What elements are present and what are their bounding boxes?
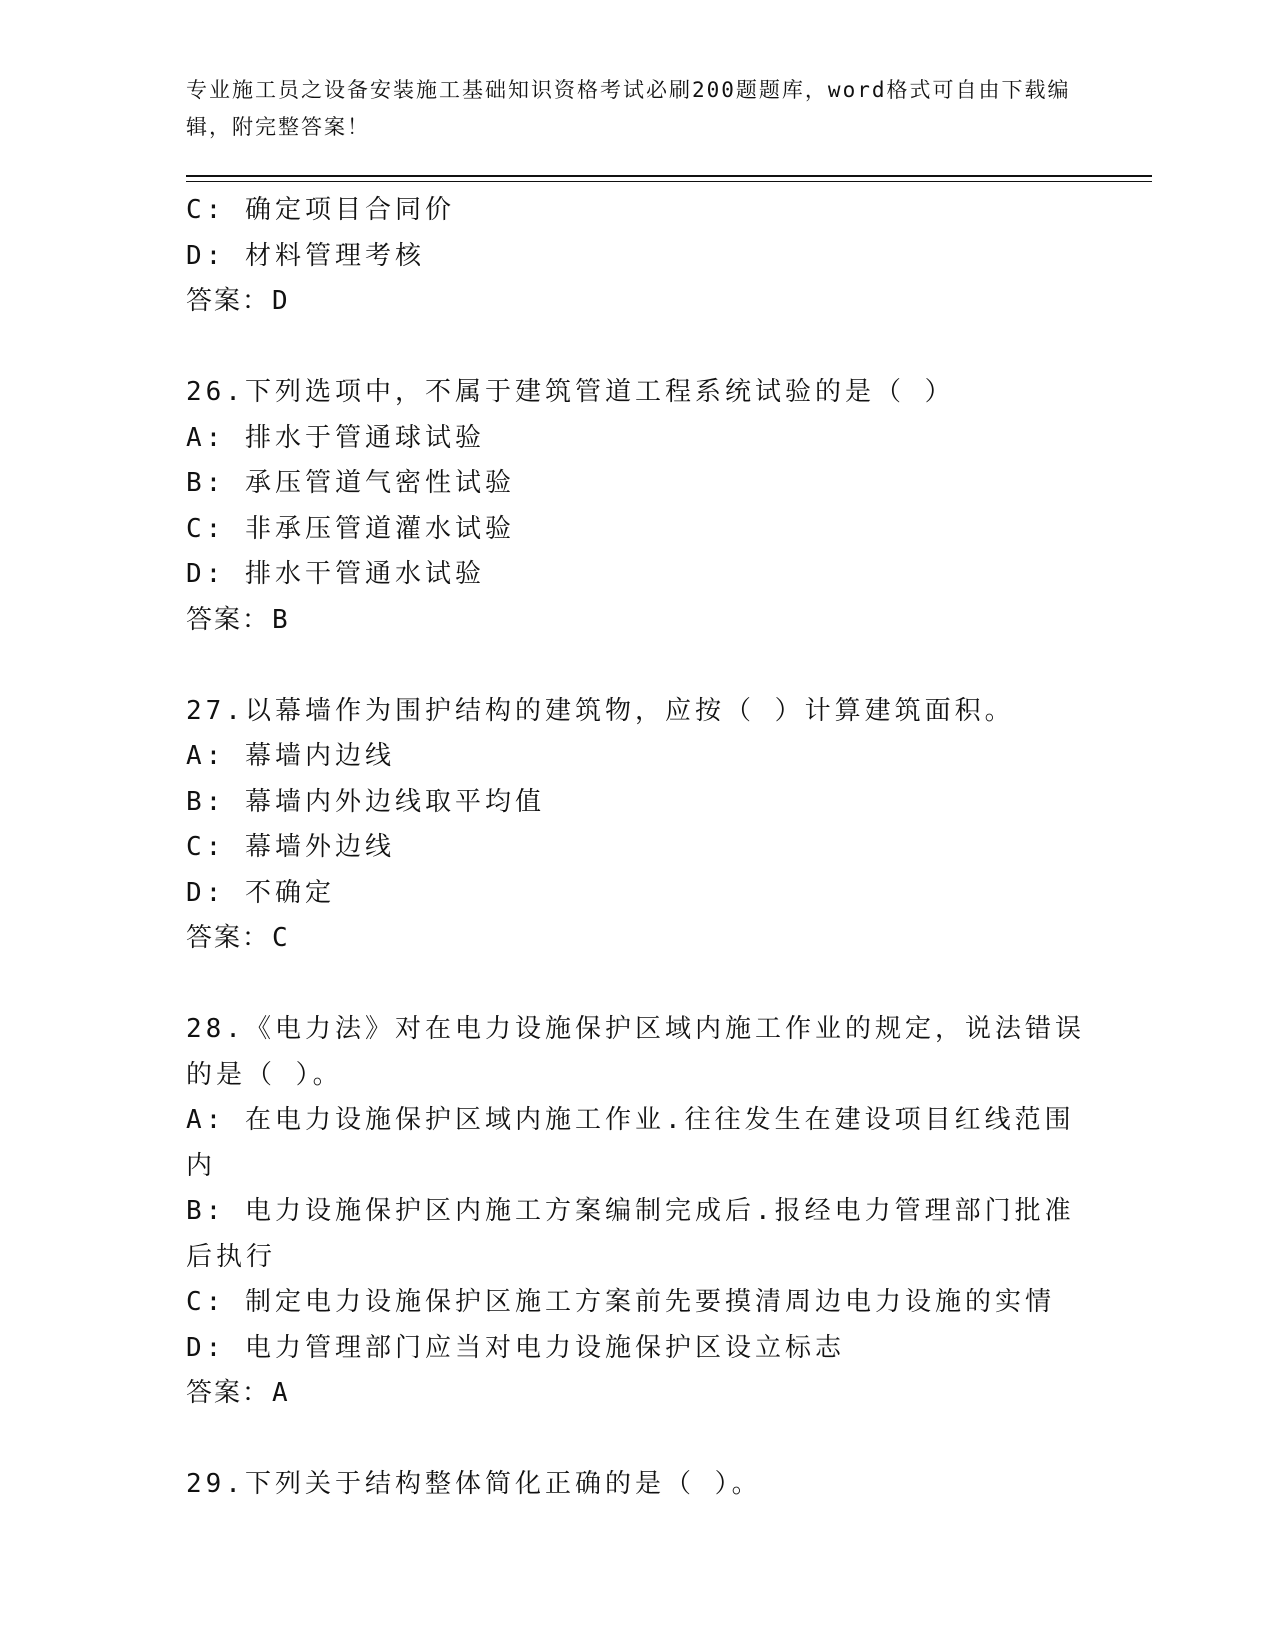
spacer [186,1417,1086,1463]
question-stem: 29.下列关于结构整体简化正确的是（ ）。 [186,1469,762,1499]
question-stem: 28.《电力法》对在电力设施保护区域内施工作业的规定，说法错误的是（ ）。 [186,1014,1085,1090]
header-text: 专业施工员之设备安装施工基础知识资格考试必刷200题题库，word格式可自由下载编辑，附完整答案！ [186,78,1071,139]
page-header [186,72,1086,146]
answer-label: 答案： [186,1378,271,1408]
answer-line [186,598,1086,644]
header-rule-thin [186,181,1152,182]
option-a: A: 排水于管通球试验 [186,422,485,453]
option-b: B: 承压管道气密性试验 [186,468,515,498]
option-c: C: 制定电力设施保护区施工方案前先要摸清周边电力设施的实情 [186,1287,1055,1317]
answer-value: B [272,604,292,635]
question-29 [186,1462,1086,1508]
option-d: D: 材料管理考核 [186,240,425,271]
answer-line [186,916,1086,962]
option-a: A: 在电力设施保护区域内施工作业.往往发生在建设项目红线范围内 [186,1105,1075,1181]
spacer [186,962,1086,1008]
answer-line [186,279,1086,325]
answer-label: 答案： [186,923,271,953]
option-c: C: 确定项目合同价 [186,195,455,225]
option-b: B: 电力设施保护区内施工方案编制完成后.报经电力管理部门批准后执行 [186,1196,1075,1272]
answer-value: A [272,1378,292,1408]
spacer [186,643,1086,689]
question-26 [186,370,1086,643]
option-d: D: 不确定 [186,877,335,908]
question-27 [186,689,1086,962]
answer-value: C [272,923,292,953]
header-rule-thick [186,175,1152,177]
question-stem: 27.以幕墙作为围护结构的建筑物，应按（ ）计算建筑面积。 [186,695,1015,726]
prev-question-block [186,188,1086,325]
answer-value: D [272,286,292,316]
question-content [186,188,1086,1508]
option-a: A: 幕墙内边线 [186,741,395,771]
option-c: C: 非承压管道灌水试验 [186,513,515,544]
question-stem: 26.下列选项中，不属于建筑管道工程系统试验的是（ ） [186,377,955,407]
option-b: B: 幕墙内外边线取平均值 [186,786,545,817]
option-d: D: 电力管理部门应当对电力设施保护区设立标志 [186,1332,845,1363]
answer-label: 答案： [186,604,271,635]
option-d: D: 排水干管通水试验 [186,559,485,589]
answer-label: 答案： [186,286,271,316]
answer-line [186,1371,1086,1417]
question-28 [186,1007,1086,1417]
option-c: C: 幕墙外边线 [186,832,395,862]
spacer [186,325,1086,371]
